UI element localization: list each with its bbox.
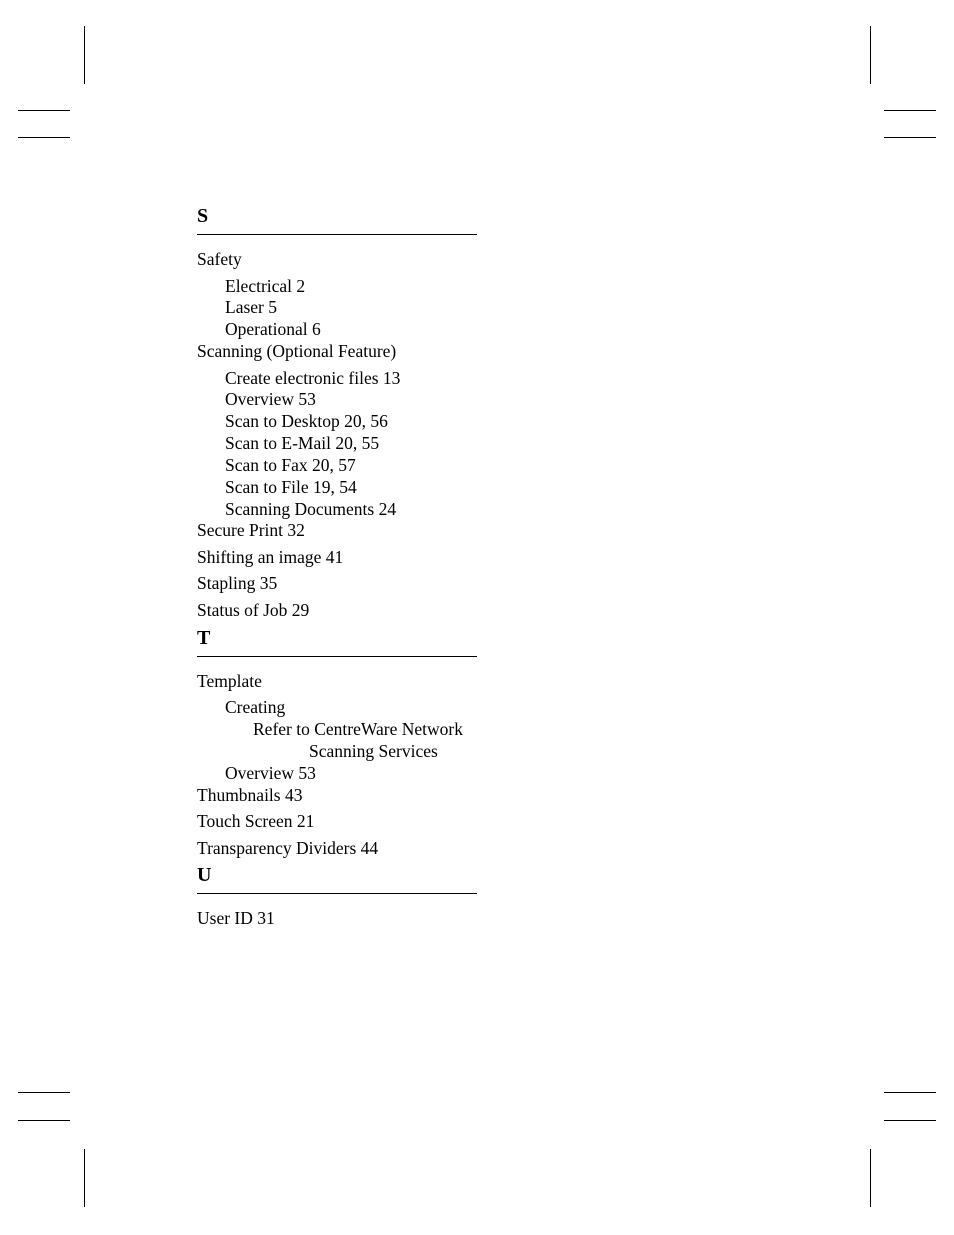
section-letter-t: T <box>197 627 211 649</box>
index-subentry: Scan to E-Mail 20, 55 <box>225 433 380 453</box>
section-rule <box>197 893 477 894</box>
section-letter-s: S <box>197 205 209 227</box>
crop-mark <box>18 1120 70 1121</box>
section-letter-u: U <box>197 864 212 886</box>
index-entry: User ID 31 <box>197 908 275 928</box>
index-entry: Stapling 35 <box>197 573 278 593</box>
index-entry: Thumbnails 43 <box>197 785 303 805</box>
crop-mark <box>18 110 70 111</box>
index-subentry: Laser 5 <box>225 297 277 317</box>
crop-mark <box>84 26 85 84</box>
index-subentry: Operational 6 <box>225 319 321 339</box>
index-subentry: Scan to File 19, 54 <box>225 477 357 497</box>
index-subentry: Creating <box>225 697 286 717</box>
index-entry: Secure Print 32 <box>197 520 305 540</box>
index-entry: Safety <box>197 249 242 269</box>
crop-mark <box>18 137 70 138</box>
crop-mark <box>18 1092 70 1093</box>
crop-mark <box>884 1120 936 1121</box>
crop-mark <box>884 110 936 111</box>
crop-mark <box>884 137 936 138</box>
section-rule <box>197 234 477 235</box>
index-entry: Scanning (Optional Feature) <box>197 341 397 361</box>
index-entry: Transparency Dividers 44 <box>197 838 379 858</box>
index-entry: Shifting an image 41 <box>197 547 344 567</box>
index-subentry: Electrical 2 <box>225 276 306 296</box>
section-rule <box>197 656 477 657</box>
index-entry: Touch Screen 21 <box>197 811 315 831</box>
crop-mark <box>870 26 871 84</box>
index-subentry: Create electronic files 13 <box>225 368 401 388</box>
crop-mark <box>884 1092 936 1093</box>
index-entry: Template <box>197 671 262 691</box>
crop-mark <box>870 1149 871 1207</box>
index-subentry: Scan to Fax 20, 57 <box>225 455 356 475</box>
crop-mark <box>84 1149 85 1207</box>
index-subsubentry: Refer to CentreWare Network <box>253 719 463 739</box>
index-subentry: Overview 53 <box>225 389 316 409</box>
index-subentry: Overview 53 <box>225 763 316 783</box>
index-subentry: Scan to Desktop 20, 56 <box>225 411 388 431</box>
index-entry: Status of Job 29 <box>197 600 310 620</box>
index-continuation: Scanning Services <box>309 741 438 761</box>
index-subentry: Scanning Documents 24 <box>225 499 397 519</box>
